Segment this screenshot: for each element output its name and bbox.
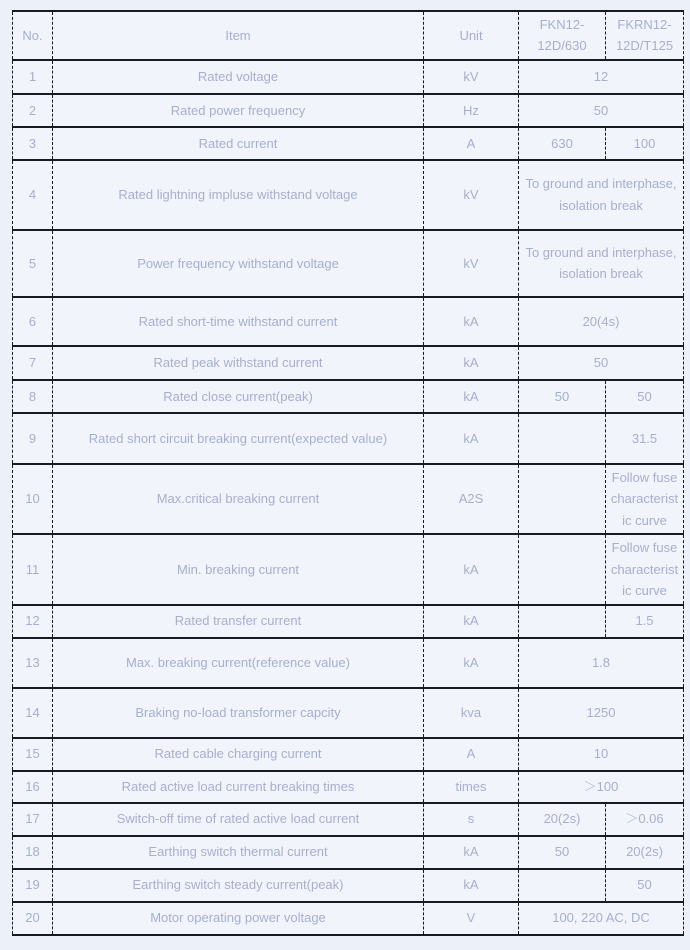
item-cell: Rated short-time withstand current <box>53 297 424 346</box>
row-no: 10 <box>13 464 53 534</box>
unit-cell: kV <box>424 230 519 297</box>
unit-cell: A2S <box>424 464 519 534</box>
unit-cell: s <box>424 803 519 836</box>
unit-cell: kA <box>424 380 519 413</box>
item-cell: Rated cable charging current <box>53 738 424 771</box>
table-row <box>13 534 684 604</box>
row-no: 4 <box>13 160 53 230</box>
value-cell: ＞100 <box>519 771 684 803</box>
unit-cell: A <box>424 127 519 160</box>
item-cell: Power frequency withstand voltage <box>53 230 424 297</box>
value-cell-model1: 50 <box>519 380 606 413</box>
row-no: 8 <box>13 380 53 413</box>
table-row <box>13 346 684 380</box>
value-cell-model1 <box>519 534 606 604</box>
value-cell-model2: 1.5 <box>606 605 684 638</box>
item-cell: Rated power frequency <box>53 94 424 127</box>
unit-cell: times <box>424 771 519 803</box>
item-cell: Switch-off time of rated active load current <box>53 803 424 836</box>
value-cell: 50 <box>519 346 684 380</box>
row-no: 11 <box>13 534 53 604</box>
unit-cell: kV <box>424 60 519 94</box>
item-cell: Rated current <box>53 127 424 160</box>
value-cell: To ground and interphase, isolation break <box>519 230 684 297</box>
value-cell-model1 <box>519 413 606 464</box>
row-no: 5 <box>13 230 53 297</box>
table-row <box>13 127 684 160</box>
table-row <box>13 638 684 688</box>
item-cell: Max. breaking current(reference value) <box>53 638 424 688</box>
table-row <box>13 803 684 836</box>
unit-cell: Hz <box>424 94 519 127</box>
value-cell-model1: 630 <box>519 127 606 160</box>
unit-cell: kA <box>424 413 519 464</box>
table-row <box>13 605 684 638</box>
value-cell: 10 <box>519 738 684 771</box>
value-cell-model2: 50 <box>606 380 684 413</box>
value-cell: 12 <box>519 60 684 94</box>
col-header-item: Item <box>53 11 424 60</box>
item-cell: Rated voltage <box>53 60 424 94</box>
value-cell-model2: 20(2s) <box>606 836 684 869</box>
col-header-unit: Unit <box>424 11 519 60</box>
item-cell: Rated peak withstand current <box>53 346 424 380</box>
item-cell: Earthing switch steady current(peak) <box>53 869 424 902</box>
item-cell: Rated short circuit breaking current(expected value) <box>53 413 424 464</box>
col-header-model1: FKN12-12D/630 <box>519 11 606 60</box>
item-cell: Rated active load current breaking times <box>53 771 424 803</box>
unit-cell: kA <box>424 346 519 380</box>
table-row <box>13 902 684 935</box>
value-cell: 50 <box>519 94 684 127</box>
value-cell-model1: 50 <box>519 836 606 869</box>
unit-cell: kA <box>424 836 519 869</box>
row-no: 6 <box>13 297 53 346</box>
row-no: 15 <box>13 738 53 771</box>
value-cell: To ground and interphase, isolation break <box>519 160 684 230</box>
item-cell: Min. breaking current <box>53 534 424 604</box>
spec-table <box>12 10 684 936</box>
table-row <box>13 94 684 127</box>
table-row <box>13 869 684 902</box>
col-header-no: No. <box>13 11 53 60</box>
table-row <box>13 297 684 346</box>
row-no: 17 <box>13 803 53 836</box>
unit-cell: V <box>424 902 519 935</box>
value-cell: 100, 220 AC, DC <box>519 902 684 935</box>
value-cell-model1: 20(2s) <box>519 803 606 836</box>
row-no: 18 <box>13 836 53 869</box>
value-cell-model2: 31.5 <box>606 413 684 464</box>
value-cell-model2: Follow fuse characteristic curve <box>606 534 684 604</box>
item-cell: Rated transfer current <box>53 605 424 638</box>
value-cell: 1.8 <box>519 638 684 688</box>
table-row <box>13 60 684 94</box>
item-cell: Max.critical breaking current <box>53 464 424 534</box>
table-row <box>13 464 684 534</box>
value-cell-model2: 100 <box>606 127 684 160</box>
table-row <box>13 738 684 771</box>
row-no: 9 <box>13 413 53 464</box>
unit-cell: kA <box>424 297 519 346</box>
item-cell: Motor operating power voltage <box>53 902 424 935</box>
table-row <box>13 688 684 738</box>
value-cell-model1 <box>519 605 606 638</box>
item-cell: Rated close current(peak) <box>53 380 424 413</box>
value-cell-model2: Follow fuse characteristic curve <box>606 464 684 534</box>
value-cell: 1250 <box>519 688 684 738</box>
value-cell-model1 <box>519 464 606 534</box>
table-row <box>13 160 684 230</box>
unit-cell: kA <box>424 534 519 604</box>
row-no: 7 <box>13 346 53 380</box>
row-no: 20 <box>13 902 53 935</box>
row-no: 12 <box>13 605 53 638</box>
value-cell: 20(4s) <box>519 297 684 346</box>
item-cell: Earthing switch thermal current <box>53 836 424 869</box>
row-no: 13 <box>13 638 53 688</box>
table-row <box>13 836 684 869</box>
unit-cell: kA <box>424 638 519 688</box>
item-cell: Rated lightning impluse withstand voltage <box>53 160 424 230</box>
item-cell: Braking no-load transformer capcity <box>53 688 424 738</box>
value-cell-model1 <box>519 869 606 902</box>
unit-cell: kA <box>424 869 519 902</box>
value-cell-model2: 50 <box>606 869 684 902</box>
row-no: 19 <box>13 869 53 902</box>
table-row <box>13 230 684 297</box>
unit-cell: kV <box>424 160 519 230</box>
col-header-model2: FKRN12-12D/T125 <box>606 11 684 60</box>
row-no: 14 <box>13 688 53 738</box>
table-row <box>13 771 684 803</box>
row-no: 16 <box>13 771 53 803</box>
header-row <box>13 11 684 60</box>
unit-cell: kA <box>424 605 519 638</box>
table-row <box>13 413 684 464</box>
value-cell-model2: ＞0.06 <box>606 803 684 836</box>
unit-cell: A <box>424 738 519 771</box>
table-row <box>13 380 684 413</box>
row-no: 2 <box>13 94 53 127</box>
row-no: 1 <box>13 60 53 94</box>
row-no: 3 <box>13 127 53 160</box>
unit-cell: kva <box>424 688 519 738</box>
